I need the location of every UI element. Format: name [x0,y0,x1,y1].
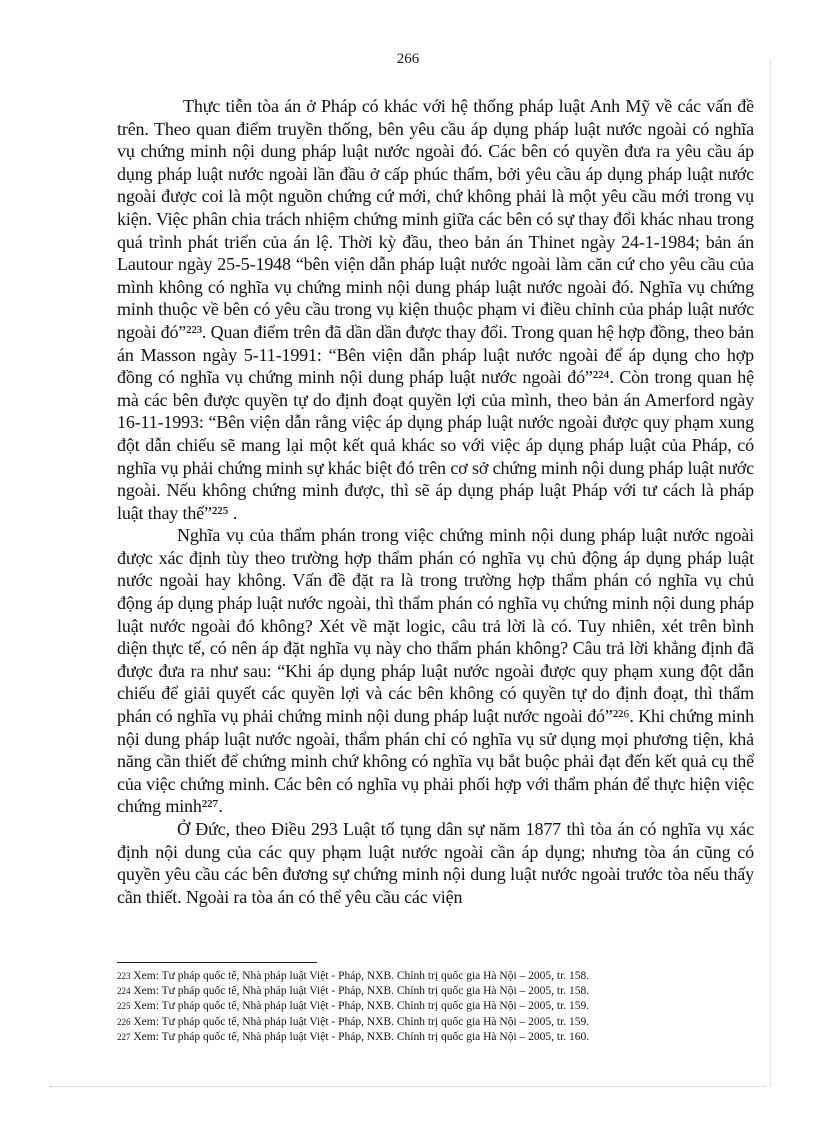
footnotes [117,969,754,1045]
footnote-number: 227 [117,1031,131,1042]
footnote-number: 223 [117,971,131,981]
footnote-number: 226 [117,1016,131,1027]
footnote-225 [117,999,754,1014]
footnote-number: 225 [117,1001,131,1012]
footnote-text: Xem: Tư pháp quốc tế, Nhà pháp luật Việt - Pháp, NXB. Chính trị quốc gia Hà Nội – 2005, tr. 158. [130,970,590,982]
footnote-224 [117,984,754,999]
footnote-227 [117,1030,754,1045]
paragraph-germany: Ở Đức, theo Điều 293 Luật tố tụng dân sự năm 1877 thì tòa án có nghĩa vụ xác định nội dung của các quy phạm luật nước ngoài cần áp dụng; nhưng tòa án cũng có quyền yêu cầu các bên đương sự chứng minh nội dung luật nước ngoài trước tòa nếu thấy cần thiết. Ngoài ra tòa án có thể yêu cầu các viện [117,819,754,907]
footnote-number: 224 [117,986,131,997]
page-margin-right-border [770,60,771,1086]
paragraph-france-practice: Thực tiễn tòa án ở Pháp có khác với hệ thống pháp luật Anh Mỹ về các vấn đề trên. Theo quan điểm truyền thống, bên yêu cầu áp dụng pháp luật nước ngoài có nghĩa vụ chứng minh nội dung pháp luật nước ngoài đó. Các bên có quyền đưa ra yêu cầu áp dụng pháp luật nước ngoài lần đầu ở cấp phúc thẩm, bởi yêu cầu áp dụng pháp luật nước ngoài được coi là một nguồn chứng cứ mới, chứ không phải là một yêu cầu mới trong vụ kiện. Việc phân chia trách nhiệm chứng minh giữa các bên có sự thay đổi khác nhau trong quá trình phát triển của án lệ. Thời kỳ đầu, theo bản án Thinet ngày 24-1-1984; bản án Lautour ngày 25-5-1948 “bên viện dẫn pháp luật nước ngoài làm căn cứ cho yêu cầu của mình không có nghĩa vụ chứng minh nội dung pháp luật nước ngoài đó. Nghĩa vụ chứng minh thuộc về bên có yêu cầu trong vụ kiện thuộc phạm vi điều chỉnh của pháp luật nước ngoài đó”²²³. Quan điểm trên đã dần dần được thay đổi. Trong quan hệ hợp đồng, theo bản án Masson ngày 5-11-1991: “Bên viện dẫn pháp luật nước ngoài để áp dụng cho hợp đồng có nghĩa vụ chứng minh nội dung pháp luật nước ngoài đó”²²⁴. Còn trong quan hệ mà các bên được quyền tự do định đoạt quyền lợi của mình, theo bản án Amerford ngày 16-11-1993: “Bên viện dẫn rằng việc áp dụng pháp luật nước ngoài được quy phạm xung đột dẫn chiếu sẽ mang lại một kết quả khác so với việc áp dụng pháp luật của Pháp, có nghĩa vụ phải chứng minh sự khác biệt đó trên cơ sở chứng minh nội dung pháp luật nước ngoài. Nếu không chứng minh được, thì sẽ áp dụng pháp luật Pháp với tư cách là pháp luật thay thế”²²⁵ . [117,96,754,523]
footnote-223 [117,969,754,984]
paragraph-judge-duty: Nghĩa vụ của thẩm phán trong việc chứng minh nội dung pháp luật nước ngoài được xác định tùy theo trường hợp thẩm phán có nghĩa vụ chủ động áp dụng pháp luật nước ngoài hay không. Vấn đề đặt ra là trong trường hợp thẩm phán có nghĩa vụ chủ động áp dụng pháp luật nước ngoài, thì thẩm phán có nghĩa vụ chứng minh nội dung pháp luật nước ngoài đó không? Xét về mặt logic, câu trả lời là có. Tuy nhiên, xét trên bình diện thực tế, có nên áp đặt nghĩa vụ này cho thẩm phán không? Câu trả lời khẳng định đã được đưa ra như sau: “Khi áp dụng pháp luật nước ngoài được quy phạm xung đột dẫn chiếu để giải quyết các quyền lợi và các bên không có quyền tự do định đoạt, thì thẩm phán có nghĩa vụ phải chứng minh nội dung pháp luật nước ngoài đó”²²⁶. Khi chứng minh nội dung pháp luật nước ngoài, thẩm phán chỉ có nghĩa vụ sử dụng mọi phương tiện, khả năng cần thiết để chứng minh chứ không có nghĩa vụ bắt buộc phải đạt đến kết quả cụ thể của việc chứng minh. Các bên có nghĩa vụ phải phối hợp với thẩm phán để thực hiện việc chứng minh²²⁷. [117,525,754,817]
footnote-226 [117,1015,754,1030]
page-margin-bottom-border [50,1086,766,1087]
footnote-text: Xem: Tư pháp quốc tế, Nhà pháp luật Việt - Pháp, NXB. Chính trị quốc gia Hà Nội – 2005, tr. 159. [130,1015,590,1028]
page-number: 266 [396,51,420,67]
footnote-text: Xem: Tư pháp quốc tế, Nhà pháp luật Việt - Pháp, NXB. Chính trị quốc gia Hà Nội – 2005, tr. 160. [130,1030,590,1043]
body-text [117,95,754,908]
footnote-text: Xem: Tư pháp quốc tế, Nhà pháp luật Việt - Pháp, NXB. Chính trị quốc gia Hà Nội – 2005, tr. 158. [130,985,590,998]
footnote-separator [117,962,317,963]
footnote-text: Xem: Tư pháp quốc tế, Nhà pháp luật Việt - Pháp, NXB. Chính trị quốc gia Hà Nội – 2005, tr. 159. [130,1000,590,1013]
